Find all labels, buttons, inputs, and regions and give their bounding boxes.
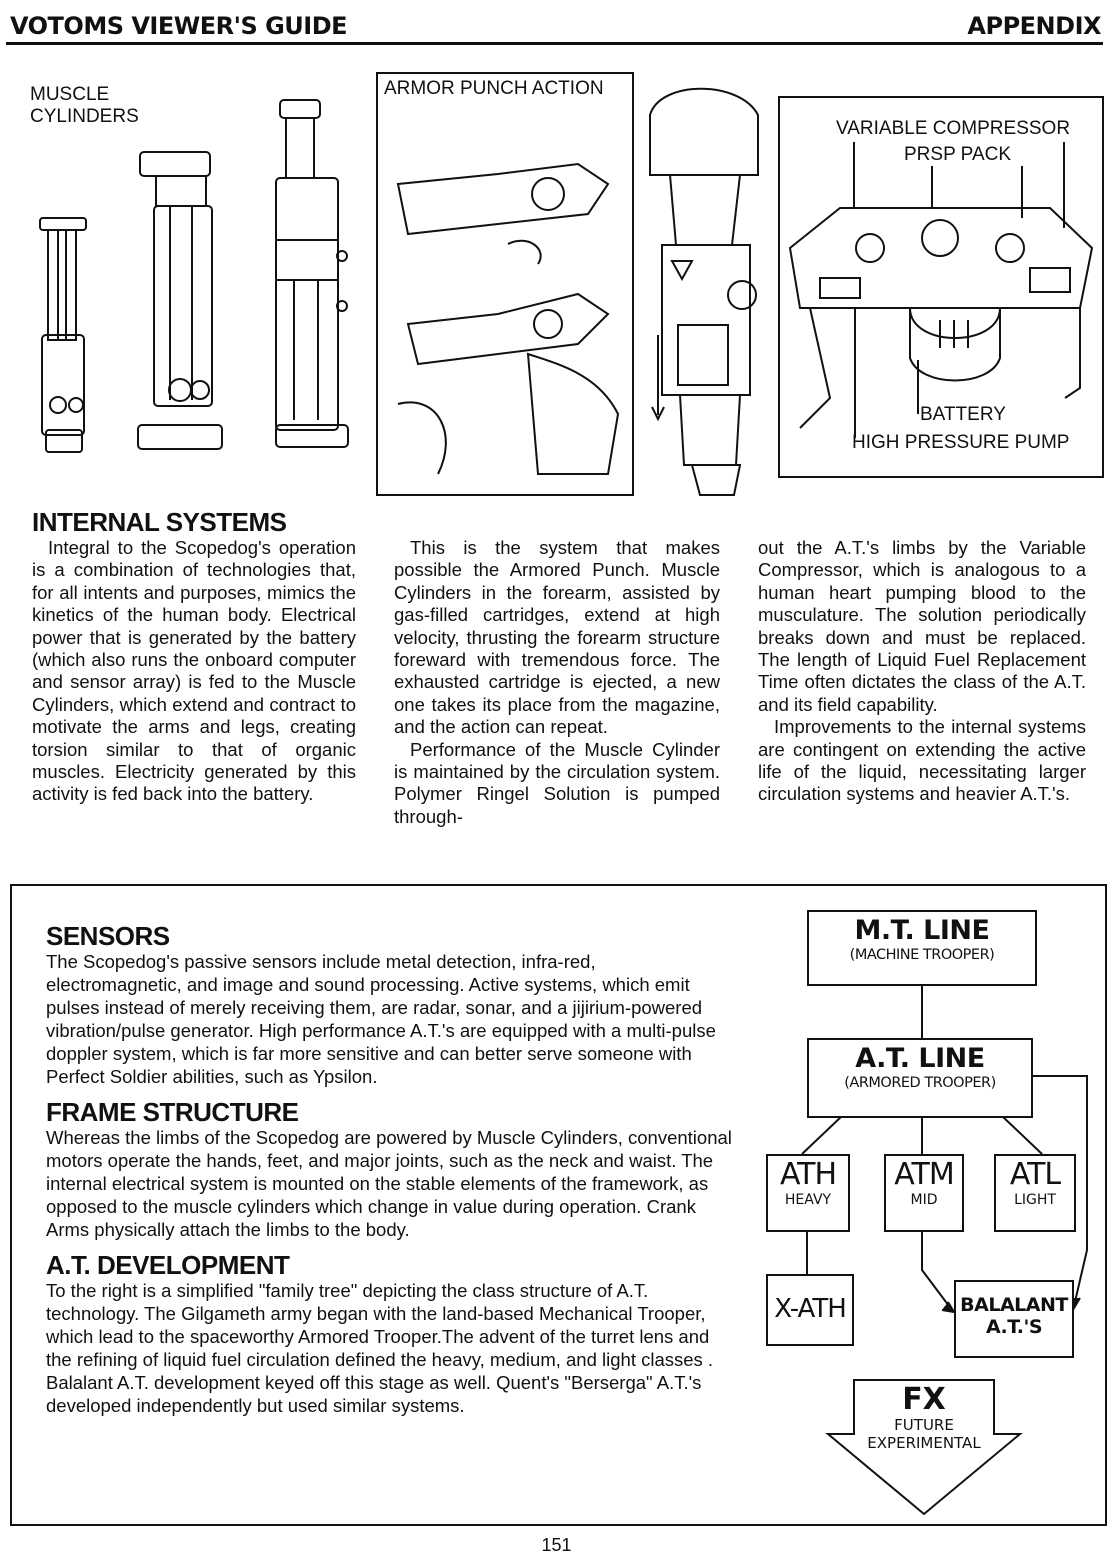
internal-systems-p3: Performance of the Muscle Cylinder is maintained by the circulation system. Polymer Ringel Solution is pumped through- <box>394 738 720 827</box>
xath-title: X-ATH <box>774 1294 846 1324</box>
atl-node <box>994 1154 1076 1232</box>
label-line-2: CYLINDERS <box>30 106 139 127</box>
high-pressure-pump-label: HIGH PRESSURE PUMP <box>852 432 1070 453</box>
internal-systems-p2: This is the system that makes possible the Armored Punch. Muscle Cylinders in the forearm, assisted by gas-filled cartridges, extend at high velocity, thrusting the forearm structure foreward with tremendous force. The exhausted cartridge is ejected, a new one takes its place from the magazine, and the action can repeat. <box>394 537 720 738</box>
mt-line-sub: (MACHINE TROOPER) <box>849 947 995 963</box>
page-header <box>6 8 1103 45</box>
sensors-body: The Scopedog's passive sensors include metal detection, infra-red, electromagnetic, and image and sound processing. Active systems, which emit pulses instead of merely receiving them, are radar, sonar, and a jijirium-powered vibration/pulse generator. High performance A.T.'s are equipped with a multi-pulse doppler system, which is far more sensitive and can better serve someone with Perfect Soldier abilities, such as Ypsilon. <box>46 951 716 1087</box>
ath-title: ATH <box>779 1157 837 1192</box>
internal-systems-col-3 <box>758 537 1086 806</box>
atl-sub: LIGHT <box>1014 1192 1056 1208</box>
atm-title: ATM <box>894 1157 954 1192</box>
internal-systems-col-1 <box>32 537 356 806</box>
at-line-node <box>807 1038 1033 1118</box>
internal-systems-col-2 <box>394 537 720 828</box>
atm-node <box>884 1154 964 1232</box>
at-development-title: A.T. DEVELOPMENT <box>46 1250 290 1280</box>
lower-box <box>10 884 1107 1526</box>
scopedog-arm-illustration <box>640 75 770 505</box>
frame-structure-title: FRAME STRUCTURE <box>46 1097 299 1127</box>
cockpit-illustration <box>780 98 1102 476</box>
muscle-cylinders-illustration <box>20 80 360 470</box>
atm-sub: MID <box>910 1192 938 1208</box>
lower-text-column <box>46 922 736 1427</box>
balalant-title: BALALANT <box>960 1294 1068 1316</box>
xath-node <box>766 1274 854 1346</box>
mt-line-node <box>807 910 1037 986</box>
balalant-sub: A.T.'S <box>985 1316 1043 1338</box>
at-line-sub: (ARMORED TROOPER) <box>844 1075 996 1091</box>
internal-systems-p4: out the A.T.'s limbs by the Variable Compressor, which is analogous to a human heart pumping blood to the musculature. The solution periodically breaks down and must be replaced. The length of Liquid Fuel Replacement Time often dictates the class of the A.T. and its field capability. <box>758 537 1086 715</box>
armor-punch-label: ARMOR PUNCH ACTION <box>384 78 604 99</box>
guide-title: VOTOMS VIEWER'S GUIDE <box>10 12 348 40</box>
fx-title: FX <box>902 1382 946 1417</box>
internal-systems-title: INTERNAL SYSTEMS <box>32 507 287 537</box>
ath-node <box>766 1154 850 1232</box>
balalant-node <box>954 1280 1074 1358</box>
at-family-tree <box>752 910 1092 1510</box>
battery-label: BATTERY <box>920 404 1006 425</box>
armor-punch-illustration <box>378 74 632 494</box>
fx-node <box>824 1384 1024 1452</box>
variable-compressor-label: VARIABLE COMPRESSOR <box>836 118 1071 139</box>
at-line-title: A.T. LINE <box>855 1043 985 1074</box>
cockpit-figure <box>778 96 1104 478</box>
internal-systems-p5: Improvements to the internal systems are contingent on extending the active life of the liquid, necessitating larger circulation systems and heavier A.T.'s. <box>758 716 1086 805</box>
fx-sub-1: FUTURE <box>894 1416 954 1434</box>
armor-punch-figure <box>376 72 634 496</box>
internal-systems-p1: Integral to the Scopedog's operation is a combination of technologies that, for all intents and purposes, mimics the kinetics of the human body. Electrical power that is generated by the battery (which also runs the onboard computer and sensor array) is fed to the Muscle Cylinders, which extend and contract to motivate the arms and legs, creating torsion similar to that of organic muscles. Electricity generated by this activity is fed back into the battery. <box>32 537 356 805</box>
ath-sub: HEAVY <box>784 1192 832 1208</box>
mt-line-title: M.T. LINE <box>854 915 990 946</box>
atl-title: ATL <box>1009 1157 1061 1192</box>
fx-sub-2: EXPERIMENTAL <box>867 1434 981 1452</box>
prsp-pack-label: PRSP PACK <box>904 144 1012 165</box>
label-line-1: MUSCLE <box>30 84 110 105</box>
section-title: APPENDIX <box>967 12 1101 40</box>
at-development-body: To the right is a simplified "family tree" depicting the class structure of A.T. technology. The Gilgameth army began with the land-based Mechanical Trooper, which lead to the spaceworthy Armored Trooper.The advent of the turret lens and the refining of liquid fuel circulation defined the heavy, medium, and light classes . Balalant A.T. development keyed off this stage as well. Quent's "Berserga" A.T.'s developed independently but used similar systems. <box>46 1280 714 1416</box>
frame-structure-body: Whereas the limbs of the Scopedog are powered by Muscle Cylinders, conventional motors operate the hands, feet, and major joints, such as the neck and waist. The internal electrical system is mounted on the stable elements of the framework, as opposed to the muscle cylinders which change in value during operation. Crank Arms physically attach the limbs to the body. <box>46 1127 732 1240</box>
page-number: 151 <box>541 1535 572 1555</box>
sensors-title: SENSORS <box>46 921 170 951</box>
